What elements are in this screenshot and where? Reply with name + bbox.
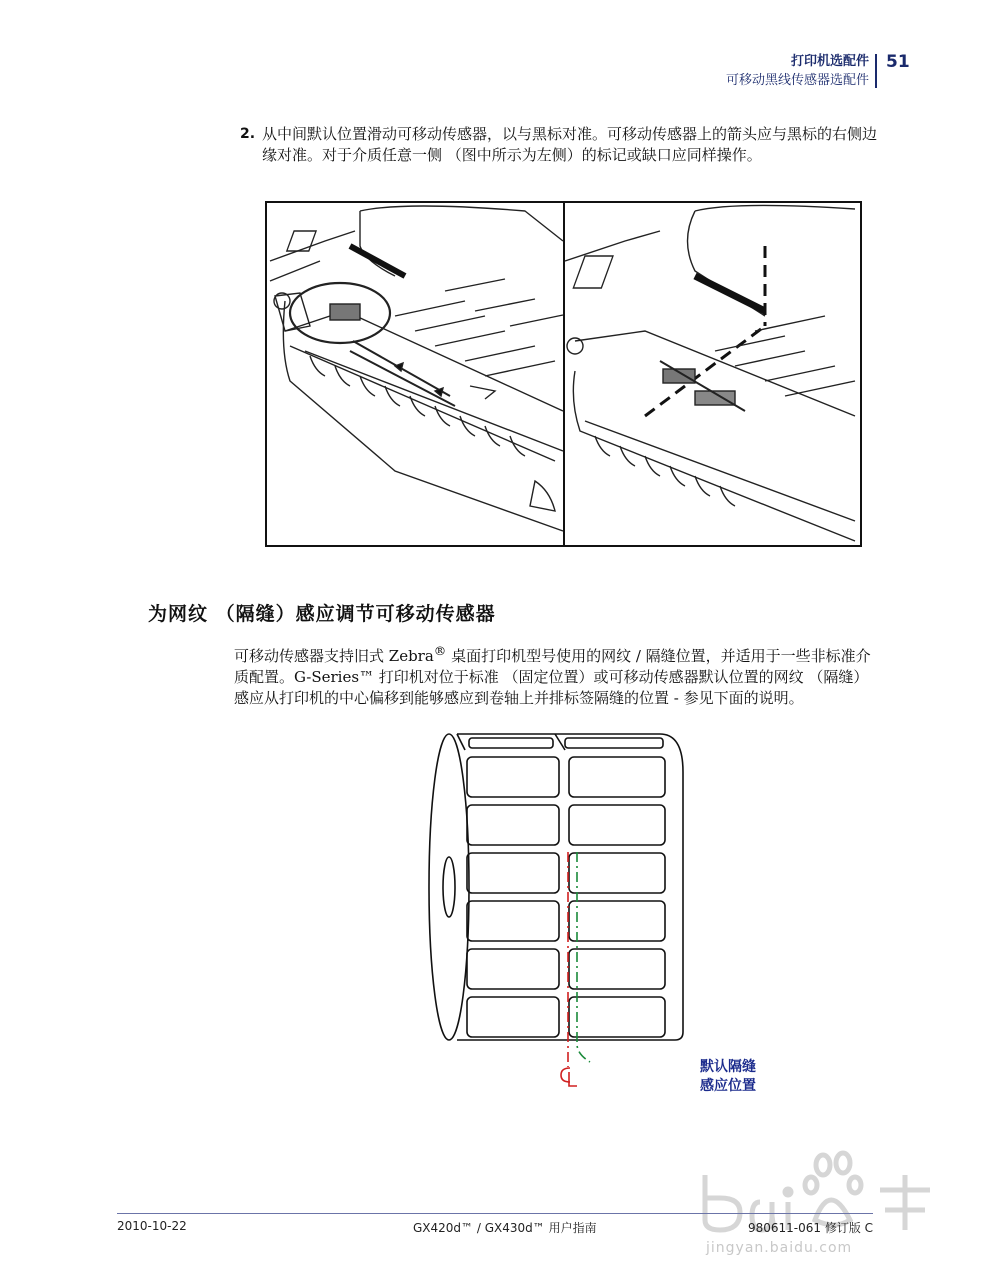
footer-doc-number: 980611-061 修订版 C xyxy=(748,1221,874,1235)
paragraph-part-2: 桌面打印机型号使用的网纹 / 隔缝位置，并适用于一些非标准介质配置。G-Series™ 打印机对位于标准 （固定位置）或可移动传感器默认位置的网纹 （隔缝）感应从打印机的中心偏移到能够感应到卷轴上并排标签隔缝的位置 - 参见下面的说明。 xyxy=(234,647,871,707)
step-number: 2. xyxy=(240,126,256,142)
gap-sensor-position xyxy=(577,852,590,1062)
footer-divider xyxy=(117,1213,873,1214)
label-column-right xyxy=(569,757,665,1037)
sensor-alignment-illustration xyxy=(265,201,862,547)
step-text: 从中间默认位置滑动可移动传感器，以与黑标对准。可移动传感器上的箭头应与黑标的右侧边缘对准。对于介质任意一侧 （图中所示为左侧）的标记或缺口应同样操作。 xyxy=(262,125,878,164)
body-paragraph xyxy=(234,640,874,709)
page-number: 51 xyxy=(886,52,910,72)
label-roll-illustration xyxy=(425,732,685,1092)
footer-title: GX420d™ / GX430d™ 用户指南 xyxy=(413,1221,597,1235)
centerline-symbol xyxy=(561,1068,577,1086)
header-subsection: 可移动黑线传感器选配件 xyxy=(725,73,869,88)
watermark-text: jingyan.baidu.com xyxy=(706,1240,853,1256)
callout-line-1: 默认隔缝 xyxy=(700,1059,756,1075)
label-column-left xyxy=(467,757,559,1037)
header-divider xyxy=(875,54,877,88)
section-heading: 为网纹 （隔缝）感应调节可移动传感器 xyxy=(148,603,496,625)
registered-mark: ® xyxy=(433,643,447,658)
paragraph-part-1: 可移动传感器支持旧式 Zebra xyxy=(234,647,434,665)
default-gap-sensor-callout xyxy=(700,1058,756,1096)
footer-date: 2010-10-22 xyxy=(117,1219,187,1233)
step-2 xyxy=(240,124,880,166)
header-section: 打印机选配件 xyxy=(790,54,869,69)
page-header xyxy=(0,52,989,92)
header-text xyxy=(726,52,869,90)
callout-line-2: 感应位置 xyxy=(700,1078,756,1094)
